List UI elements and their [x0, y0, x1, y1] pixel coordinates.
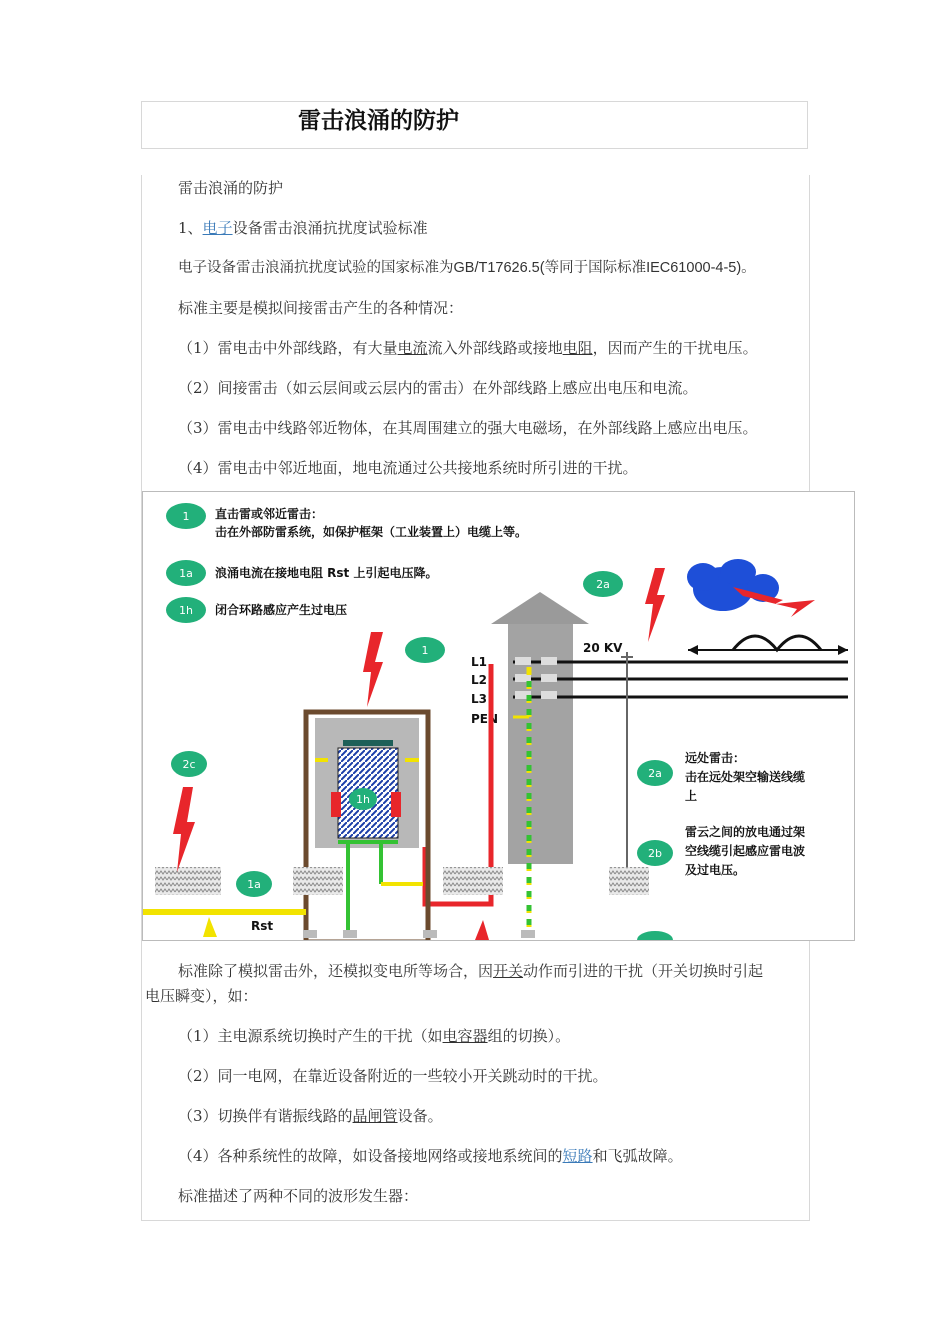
svg-text:1: 1	[421, 644, 429, 657]
link-electronics[interactable]: 电子	[202, 219, 233, 237]
list-item: （3）切换伴有谐振线路的晶闸管设备。	[178, 1107, 443, 1125]
ground-mid	[293, 867, 343, 895]
ground-left	[155, 867, 221, 895]
paragraph-national-standard: 电子设备雷击浪涌抗扰度试验的国家标准为GB/T17626.5(等同于国际标准IEC61000-4-5)。	[178, 260, 756, 276]
legend-text-1a: 直击雷或邻近雷击：	[215, 507, 324, 521]
ground-building	[443, 867, 503, 895]
line-l1: L1	[471, 655, 487, 669]
lightning-icon-1	[363, 632, 383, 707]
svg-text:2a: 2a	[596, 578, 610, 591]
link-short-circuit[interactable]: 短路	[562, 1147, 593, 1165]
svg-text:2a: 2a	[648, 767, 662, 780]
right-text-2: 击在远处架空输送线缆	[685, 770, 806, 784]
right-text-1: 远处雷击：	[685, 751, 746, 765]
list-item: （4）各种系统性的故障，如设备接地网络或接地系统间的短路和飞弧故障。	[178, 1147, 683, 1165]
list-item: （4）雷电击中邻近地面，地电流通过公共接地系统时所引进的干扰。	[178, 459, 638, 477]
right-text-6: 及过电压。	[685, 863, 746, 877]
rst-label: Rst	[251, 919, 274, 933]
svg-text:2b: 2b	[648, 847, 662, 860]
voltage-label: 20 KV	[583, 641, 623, 655]
item-number: 1、	[178, 219, 203, 237]
building	[491, 592, 589, 864]
list-item: （1）雷电击中外部线路，有大量电流流入外部线路或接地电阻，因而产生的干扰电压。	[178, 339, 758, 357]
heading-text: 设备雷击浪涌抗扰度试验标准	[232, 219, 428, 237]
svg-text:1h: 1h	[179, 604, 193, 617]
list-item: （3）雷电击中线路邻近物体，在其周围建立的强大电磁场，在外部线路上感应出电压。	[178, 419, 758, 437]
link-resistance[interactable]: 电阻	[562, 339, 593, 357]
list-item: （2）同一电网，在靠近设备附近的一些较小开关跳动时的干扰。	[178, 1067, 608, 1085]
surge-wave-icon	[688, 636, 848, 655]
right-text-4: 雷云之间的放电通过架	[685, 825, 806, 839]
thundercloud-icon	[687, 559, 815, 617]
lightning-icon-2c	[173, 787, 195, 872]
list-item: （1）主电源系统切换时产生的干扰（如电容器组的切换）。	[178, 1027, 571, 1045]
svg-text:2c: 2c	[182, 758, 196, 771]
svg-text:1h: 1h	[356, 793, 370, 806]
surge-diagram	[142, 491, 855, 941]
line-l3: L3	[471, 692, 487, 706]
legend-text-3: 闭合环路感应产生过电压	[215, 603, 348, 617]
equipment-frame	[306, 712, 428, 941]
paragraph-switching: 标准除了模拟雷击外，还模拟变电所等场合，因开关动作而引进的干扰（开关切换时引起	[178, 962, 764, 980]
section-heading: 雷击浪涌的防护	[178, 179, 284, 197]
paragraph-intro: 标准主要是模拟间接雷击产生的各种情况：	[178, 299, 464, 317]
page-title: 雷击浪涌的防护	[298, 108, 459, 134]
right-text-5: 空线缆引起感应雷电波	[685, 844, 806, 858]
link-switch[interactable]: 开关	[493, 962, 524, 980]
legend-text-1b: 击在外部防雷系统，如保护框架（工业装置上）电缆上等。	[215, 525, 528, 539]
link-current[interactable]: 电流	[397, 339, 428, 357]
title-box	[141, 101, 808, 149]
link-capacitor[interactable]: 电容器	[442, 1027, 488, 1045]
lightning-icon-2a	[645, 568, 665, 642]
paragraph-waveforms: 标准描述了两种不同的波形发生器：	[178, 1187, 419, 1205]
ground-pole	[609, 867, 649, 895]
paragraph-switching-cont: 电压瞬变），如：	[145, 987, 258, 1005]
svg-text:1a: 1a	[247, 878, 261, 891]
paragraph-standard-heading	[178, 218, 428, 238]
right-text-3: 上	[685, 789, 698, 803]
bubble-1-legend-label: 1	[182, 510, 190, 523]
line-pen: PEN	[471, 712, 499, 726]
line-l2: L2	[471, 673, 487, 687]
link-thyristor[interactable]: 晶闸管	[352, 1107, 398, 1125]
svg-text:1a: 1a	[179, 567, 193, 580]
legend-text-2: 浪涌电流在接地电阻 Rst 上引起电压降。	[215, 566, 438, 580]
list-item: （2）间接雷击（如云层间或云层内的雷击）在外部线路上感应出电压和电流。	[178, 379, 698, 397]
